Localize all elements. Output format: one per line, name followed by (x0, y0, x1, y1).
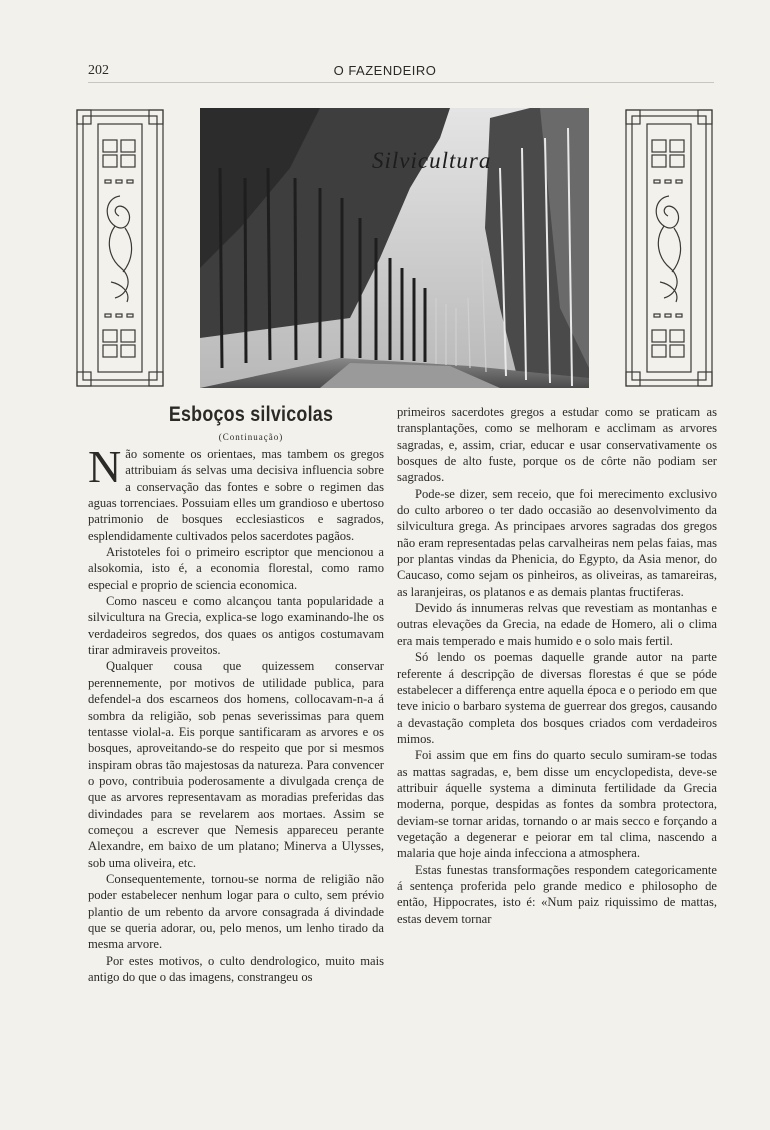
paragraph: Aristoteles foi o primeiro escriptor que mencionou a alsokomia, isto é, a economia florestal, como ramo especial e proprio de sciencia economica. (88, 545, 384, 592)
paragraph: Foi assim que em fins do quarto seculo sumiram-se todas as mattas sagradas, e, bem disse um encyclopedista, deve-se attribuir áquelle systema a diminuta fertilidade da Grecia moderna, porque, despidas as fontes da sombra protectora, deviam-se tornar aridas, tornando o ar mais secco e forçando a vegetação a degenerar e peiorar em tal clima, nascendo a malaria que hoje ainda infecciona a atmosphera. (397, 748, 717, 861)
drop-cap: N (88, 441, 122, 492)
left-ornament-panel (75, 108, 165, 388)
paragraph: Estas funestas transformações respondem categoricamente á sentença proferida pelo grande medico e philosopho de então, Hippocrates, isto é: «Num paiz riquissimo de mattas, estas devem tornar (397, 862, 717, 926)
paragraph: Consequentemente, tornou-se norma de religião não poder estabelecer nenhum logar para o culto, sem prévio plantio de um rebento da arvore consagrada á divindade que se queria adorar, ou, pelo menos, um lenho tirado da mesma arvore. (88, 871, 384, 952)
paragraph: Pode-se dizer, sem receio, que foi merecimento exclusivo do culto arboreo o ter dado occasião ao desenvolvimento da silvicultura grega. As principaes arvores sagradas dos gregos não eram representadas pelas carvalheiras nem pelas faias, mas por plantas vindas da Phenicia, do Egypto, da Asia menor, do Caucaso, como sejam os pinheiros, as oliveiras, as tamareiras, as laranjeiras, os platanos e as demais plantas fructiferas. (397, 486, 717, 599)
right-column (397, 404, 717, 927)
paragraph-text: ão somente os orientaes, mas tambem os gregos attribuiam ás selvas uma decisiva influencia sobre a conservação das fontes e sobre o regimen das aguas torrenciaes. Possuiam elles um grandioso e ubertoso patrimonio de bosques ecclesiasticos e sagrados, esplendidamente cultivados pelos sacerdotes pagãos. (88, 447, 384, 543)
article-subtitle: (Continuação) (218, 432, 284, 442)
header-rule (88, 82, 714, 83)
paragraph: Só lendo os poemas daquelle grande autor na parte referente á descripção de diversas florestas é que se póde estabelecer a differença entre aquella época e o periodo em que teve inicio o barbaro systema de guerrear dos gregos, causando a devastação completa dos bosques criados com verdadeiros mimos. (397, 650, 717, 746)
running-title: O FAZENDEIRO (333, 63, 437, 78)
illustration-title: Silvicultura (372, 148, 492, 173)
paragraph: Como nasceu e como alcançou tanta popularidade a silvicultura na Grecia, explica-se logo examinando-lhe os verdadeiros segredos, dos quaes os antigos costumavam tirar admiraveis proveitos. (88, 594, 384, 658)
article-title: Esboços silvicolas (168, 403, 334, 426)
paragraph: Qualquer cousa que quizessem conservar perennemente, por motivos de utilidade publica, para defendel-a dos escarneos dos homens, collocavam-n-a á sombra da religião, sob penas severissimas para quem tentasse violal-a. Eis porque santificaram as arvores e os bosques, aproveitando-se do respeito que por si mesmos inspiram obras tão majestosas da natureza. Para convencer o povo, contribuia poderosamente a divulgada crença de que as arvores representavam as moradias preferidas das divindades para se revelarem aos mortaes. Assim se começou a escrever que Nemesis appareceu perante Alexandre, em baixo de um platano; Minerva a Ulysses, sob uma oliveira, etc. (88, 659, 384, 870)
right-ornament-panel (624, 108, 714, 388)
paragraph: Devido ás innumeras relvas que revestiam as montanhas e outras elevações da Grecia, na edade de Homero, ali o clima era mais temperado e mais humido e o solo mais fertil. (397, 601, 717, 648)
paragraph: Por estes motivos, o culto dendrologico, muito mais antigo do que o das imagens, constrangeu os (88, 953, 384, 984)
paragraph: primeiros sacerdotes gregos a estudar como se praticam as transplantações, como se melhoram e acclimam as arvores sagradas, e, assim, criar, educar e usar conservativamente os bosques de alto fuste, porque os de côrte não podiam ser sagrados. (397, 405, 717, 485)
page-number: 202 (88, 63, 109, 78)
left-column (88, 400, 384, 985)
paragraph (88, 441, 384, 544)
